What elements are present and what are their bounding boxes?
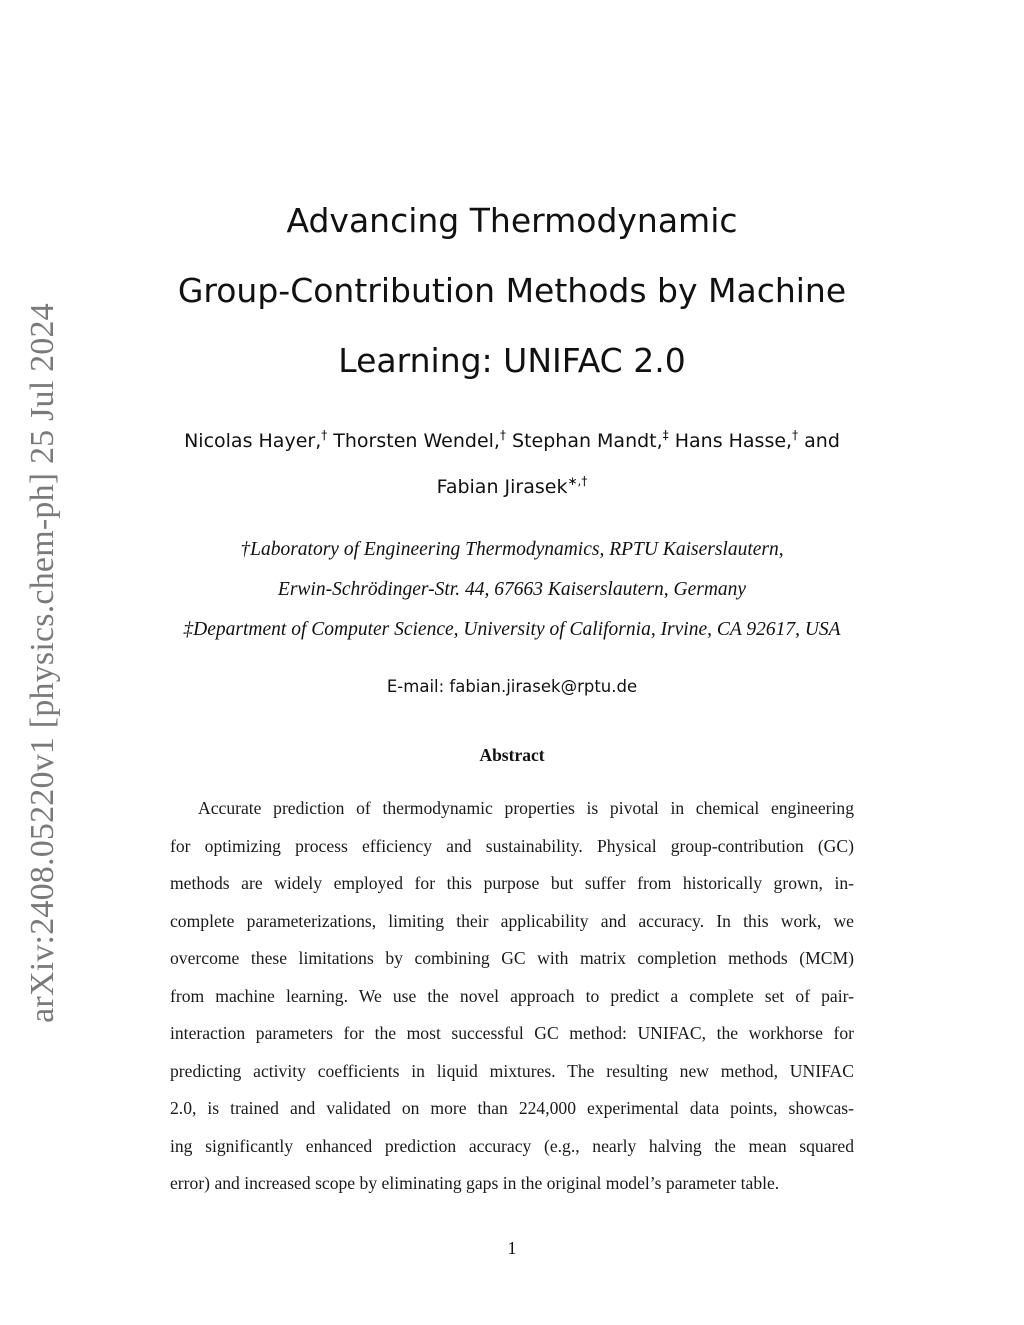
abstract-line: interaction parameters for the most successful GC method: UNIFAC, the workhorse for: [170, 1023, 854, 1043]
abstract-heading: Abstract: [479, 745, 545, 765]
affiliation-mark: †: [792, 428, 799, 442]
author-name: Fabian Jirasek: [436, 476, 568, 498]
title-line-1: Advancing Thermodynamic: [286, 201, 738, 240]
abstract-text: [170, 790, 854, 1203]
abstract-line: Accurate prediction of thermodynamic properties is pivotal in chemical engineering: [198, 798, 854, 818]
author-name: Hans Hasse,: [674, 430, 793, 452]
author-name: Nicolas Hayer,: [184, 430, 322, 452]
author-line-1: [150, 418, 874, 464]
abstract-line: 2.0, is trained and validated on more than 224,000 experimental data points, showcas-: [170, 1098, 854, 1118]
abstract-line: ing significantly enhanced prediction accuracy (e.g., nearly halving the mean squared: [170, 1135, 854, 1156]
abstract-line: methods are widely employed for this purpose but suffer from historically grown, in-: [170, 873, 854, 893]
affiliation-mark: ∗,†: [567, 474, 588, 488]
paper-title: [150, 186, 874, 396]
abstract-line: overcome these limitations by combining GC with matrix completion methods (MCM): [170, 948, 854, 968]
affiliation-line: †Laboratory of Engineering Thermodynamics, RPTU Kaiserslautern,: [240, 539, 784, 560]
abstract-line: for optimizing process efficiency and sustainability. Physical group-contribution (GC): [170, 835, 854, 856]
affiliations: [100, 530, 924, 650]
affiliation-mark: ‡: [662, 428, 669, 442]
author-name: Stephan Mandt,: [512, 430, 663, 452]
abstract-line: error) and increased scope by eliminating gaps in the original model’s parameter table.: [170, 1173, 780, 1193]
abstract-line: predicting activity coefficients in liquid mixtures. The resulting new method, UNIFAC: [170, 1060, 854, 1081]
abstract-line: complete parameterizations, limiting their applicability and accuracy. In this work, we: [170, 910, 854, 931]
affiliation-line: Erwin-Schrödinger-Str. 44, 67663 Kaiserslautern, Germany: [277, 579, 747, 600]
page-number: 1: [507, 1238, 517, 1258]
affiliation-line: ‡Department of Computer Science, University of California, Irvine, CA 92617, USA: [183, 619, 841, 640]
title-line-3: Learning: UNIFAC 2.0: [338, 341, 686, 380]
author-line-2: [150, 464, 874, 510]
affiliation-mark: †: [321, 428, 328, 442]
author-name: Thorsten Wendel,: [333, 430, 500, 452]
arxiv-identifier: arXiv:2408.05220v1 [physics.chem-ph] 25 Jul 2024: [24, 303, 61, 1023]
title-line-2: Group-Contribution Methods by Machine: [177, 271, 847, 310]
author-conjunction: and: [804, 430, 840, 452]
affiliation-mark: †: [499, 428, 506, 442]
contact-email: E-mail: fabian.jirasek@rptu.de: [386, 677, 638, 696]
abstract-line: from machine learning. We use the novel approach to predict a complete set of pair-: [170, 985, 854, 1006]
author-list: [150, 418, 874, 510]
